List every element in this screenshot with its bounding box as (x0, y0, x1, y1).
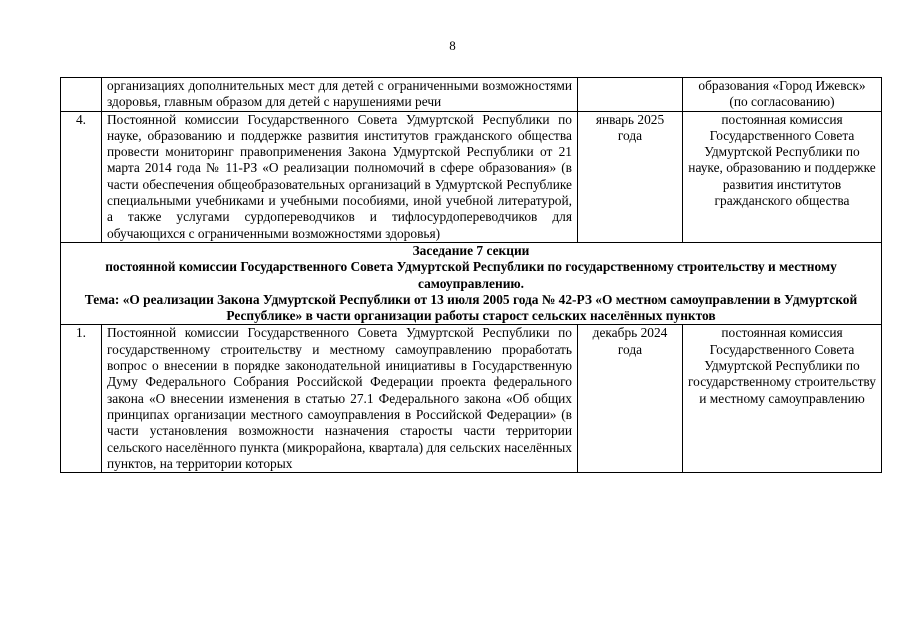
table-row (61, 325, 882, 473)
page-number: 8 (449, 38, 456, 53)
responsible: постоянная комиссия Государственного Совета Удмуртской Республики по государственному строительству и местному самоуправлению (683, 325, 882, 473)
plan-table (60, 77, 882, 473)
table-row (61, 111, 882, 242)
section-title: Заседание 7 секции (412, 242, 530, 258)
measure-text: Постоянной комиссии Государственного Совета Удмуртской Республики по науке, образованию и поддержке развития институтов гражданского общества провести мониторинг правоприменения Закона Удмуртской Республики от 21 марта 2014 года № 11-РЗ «О реализации полномочий в сфере образования» (в части обеспечения общеобразовательных организаций в Удмуртской Республике специальными учебниками и учебными пособиями, иной учебной литературой, а также услугами сурдопереводчиков и тифлосурдопереводчиков для обучающихся с ограниченными возможностями здоровья) (102, 111, 578, 242)
section-committee: постоянной комиссии Государственного Совета Удмуртской Республики по государственному строительству и местному самоуправлению. (105, 259, 837, 291)
row-number: 4. (61, 111, 102, 242)
responsible: постоянная комиссия Государственного Совета Удмуртской Республики по науке, образованию и поддержке развития институтов гражданского общества (683, 111, 882, 242)
section-header-row (61, 242, 882, 324)
table-row (61, 78, 882, 112)
measure-text: организациях дополнительных мест для детей с ограниченными возможностями здоровья, главным образом для детей с нарушениями речи (102, 78, 578, 112)
row-number (61, 78, 102, 112)
deadline (578, 78, 683, 112)
section-topic: Тема: «О реализации Закона Удмуртской Республики от 13 июля 2005 года № 42-РЗ «О местном самоуправлении в Удмуртской Республике» в части организации работы старост сельских населённых пунктов (84, 291, 858, 324)
deadline: декабрь 2024 года (578, 325, 683, 473)
section-header (61, 242, 882, 324)
deadline: январь 2025 года (578, 111, 683, 242)
row-number: 1. (61, 325, 102, 473)
responsible: образования «Город Ижевск» (по согласованию) (683, 78, 882, 112)
measure-text: Постоянной комиссии Государственного Совета Удмуртской Республики по государственному строительству и местному самоуправлению проработать вопрос о внесении в порядке законодательной инициативы в Государственную Думу Федерального Собрания Российской Федерации проекта федерального закона «О внесении изменения в статью 27.1 Федерального закона «Об общих принципах организации местного самоуправления в Российской Федерации» (в части установления возможности назначения старосты части территории сельского населённого пункта (микрорайона, квартала) для сельских населённых пунктов, на территории которых (102, 325, 578, 473)
